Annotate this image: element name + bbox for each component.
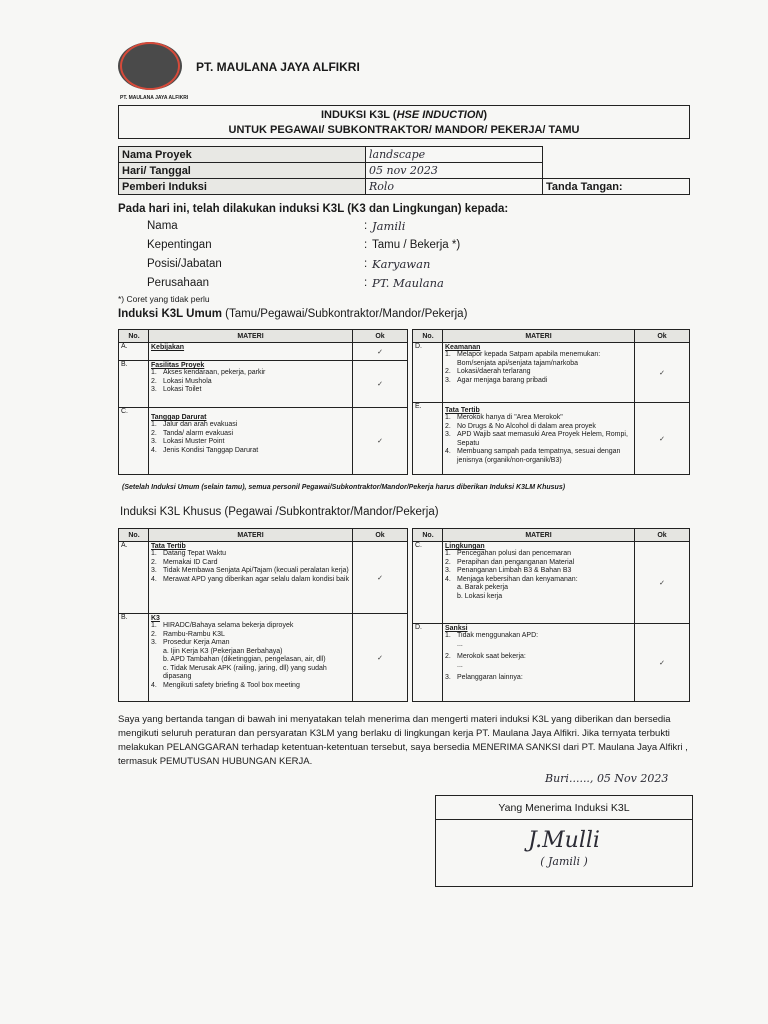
row-letter: C. — [413, 542, 443, 624]
divider — [436, 819, 692, 820]
list-item: 1. HIRADC/Bahaya selama bekerja diproyek — [151, 622, 294, 629]
sub-item: a. Ijin Kerja K3 (Pekerjaan Berbahaya) — [163, 647, 283, 655]
row-letter: C. — [119, 408, 149, 475]
statement-paragraph: Saya yang bertanda tangan di bawah ini menyatakan telah menerima dan mengerti materi induksi K3L yang diberikan dan bersedia mengikuti seluruh peraturan dan persyaratan K3LM yang berlaku di lingkungan kerja PT. Maulana Jaya Alfikri. Jika ternyata terbukti melakukan PELANGGARAN terhadap ketentuan-ketentuan tersebut, saya bersedia MENERIMA SANKSI dari PT. Maulana Jaya Alfikri , termasuk PEMUTUSAN HUBUNGAN KERJA. — [118, 714, 688, 767]
header-materi: MATERI — [149, 330, 353, 343]
header-materi: MATERI — [443, 529, 635, 542]
sub-item: c. Tidak Merusak APK (railing, jaring, dll) yang sudah dipasang — [163, 664, 327, 680]
ok-check: ✓ — [635, 343, 690, 403]
inductor-value: Rolo — [366, 179, 543, 195]
materi-cell — [149, 361, 353, 408]
section-k3: K3 — [151, 615, 160, 622]
inductor-label: Pemberi Induksi — [119, 179, 366, 195]
date-dots: ......, — [568, 772, 594, 785]
row-letter: A. — [119, 343, 149, 361]
list-item: 4. Mengikuti safety briefing & Tool box meeting — [151, 681, 300, 689]
umum-title — [118, 308, 467, 320]
field-kepentingan-sep: : — [364, 239, 368, 251]
list-item: 4. Jenis Kondisi Tanggap Darurat — [151, 446, 259, 454]
section-fasilitas: Fasilitas Proyek — [151, 362, 205, 369]
materi-cell — [149, 343, 353, 361]
field-kepentingan-label: Kepentingan — [147, 239, 212, 251]
receiver-signature-box — [435, 795, 693, 887]
umum-title-bold: Induksi K3L Umum — [118, 308, 222, 320]
ok-check: ✓ — [635, 403, 690, 475]
list-item: 1. Merokok hanya di "Area Merokok" — [445, 414, 563, 421]
list-item: 2. Tanda/ alarm evakuasi — [151, 429, 234, 437]
ok-check: ✓ — [353, 343, 408, 361]
umum-footnote: (Setelah Induksi Umum (selain tamu), semua personil Pegawai/Subkontraktor/Mandor/Pekerja harus diberikan Induksi K3LM Khusus) — [122, 484, 566, 491]
project-name-label: Nama Proyek — [119, 147, 366, 163]
date-value-sign: 05 Nov 2023 — [596, 772, 669, 785]
section-tata-tertib-khusus: Tata Tertib — [151, 543, 186, 550]
section-kebijakan: Kebijakan — [151, 344, 185, 351]
intro-text: Pada hari ini, telah dilakukan induksi K3L (K3 dan Lingkungan) kepada: — [118, 203, 509, 215]
khusus-left-table — [118, 528, 408, 702]
ok-check: ✓ — [635, 542, 690, 624]
header-no: No. — [413, 529, 443, 542]
row-letter: D. — [413, 343, 443, 403]
list-item: 2. Merokok saat bekerja: — [445, 653, 526, 660]
ok-check: ✓ — [353, 614, 408, 702]
project-info-table — [118, 146, 690, 195]
logo-ring — [120, 42, 180, 90]
date-line — [545, 772, 668, 785]
ellipsis: ... — [457, 640, 463, 648]
header-ok: Ok — [353, 330, 408, 343]
project-name-value: landscape — [366, 147, 543, 163]
ellipsis: ... — [457, 661, 463, 669]
field-posisi-label: Posisi/Jabatan — [147, 258, 222, 270]
title-line2: UNTUK PEGAWAI/ SUBKONTRAKTOR/ MANDOR/ PEKERJA/ TAMU — [228, 124, 580, 136]
list-item: 3. Lokasi Toilet — [151, 386, 202, 393]
form-title — [118, 105, 690, 139]
receiver-name: ( Jamili ) — [540, 855, 588, 868]
field-posisi-sep: : — [364, 258, 368, 270]
header-materi: MATERI — [443, 330, 635, 343]
sub-item: b. APD Tambahan (diketinggian, pengelasan, air, dll) — [163, 656, 326, 663]
section-lingkungan: Lingkungan — [445, 543, 485, 550]
sub-item: a. Barak pekerja — [457, 584, 508, 591]
umum-title-rest: (Tamu/Pegawai/Subkontraktor/Mandor/Pekerja) — [221, 308, 468, 320]
date-place: Buri — [545, 772, 569, 785]
date-value: 05 nov 2023 — [366, 163, 543, 179]
header-ok: Ok — [635, 529, 690, 542]
materi-cell — [149, 542, 353, 614]
umum-left-table — [118, 329, 408, 475]
list-item: 2. Rambu-Rambu K3L — [151, 630, 225, 638]
list-item: 3. Prosedur Kerja Aman — [151, 639, 230, 646]
list-item: 3. Penanganan Limbah B3 & Bahan B3 — [445, 567, 572, 574]
title-prefix: INDUKSI K3L ( — [320, 109, 397, 121]
header-materi: MATERI — [149, 529, 353, 542]
signature-label: Tanda Tangan: — [543, 179, 690, 195]
list-item: 3. Agar menjaga barang pribadi — [445, 376, 548, 384]
list-item: 1. Tidak menggunakan APD: — [445, 632, 539, 639]
ok-check: ✓ — [353, 542, 408, 614]
list-item: 4. Membuang sampah pada tempatnya, sesuai dengan jenisnya (organik/non-organik/B3) — [445, 448, 621, 464]
section-tata-tertib: Tata Tertib — [445, 407, 480, 414]
list-item: 1. Pencegahan polusi dan pencemaran — [445, 550, 572, 557]
list-item: 2. Memakai ID Card — [151, 558, 218, 566]
list-item: 3. Tidak Membawa Senjata Api/Tajam (kecuali peralatan kerja) — [151, 567, 349, 574]
list-item: 2. Lokasi Mushola — [151, 377, 212, 385]
list-item: 1. Datang Tepat Waktu — [151, 550, 227, 557]
row-letter: D. — [413, 624, 443, 702]
ok-check: ✓ — [353, 361, 408, 408]
header-no: No. — [413, 330, 443, 343]
row-letter: E. — [413, 403, 443, 475]
list-item: 3. Pelanggaran lainnya: — [445, 674, 523, 681]
ok-check: ✓ — [353, 408, 408, 475]
list-item: 2. No Drugs & No Alcohol di dalam area proyek — [445, 422, 596, 430]
field-perusahaan-value: PT. Maulana — [372, 276, 444, 290]
company-name: PT. MAULANA JAYA ALFIKRI — [196, 60, 360, 74]
list-item: 1. Melapor kepada Satpam apabila menemukan: Bom/senjata api/senjata tajam/narkoba — [445, 351, 601, 367]
field-perusahaan-sep: : — [364, 277, 368, 289]
section-keamanan: Keamanan — [445, 344, 481, 351]
list-item: 4. Merawat APD yang diberikan agar selalu dalam kondisi baik — [151, 575, 349, 583]
receiver-signature: J.Mulli — [528, 828, 600, 853]
date-label: Hari/ Tanggal — [119, 163, 366, 179]
field-nama-value: Jamili — [372, 219, 406, 233]
field-nama-label: Nama — [147, 220, 178, 232]
section-sanksi: Sanksi — [445, 625, 468, 632]
materi-cell — [149, 614, 353, 702]
company-logo — [118, 42, 182, 90]
header-no: No. — [119, 529, 149, 542]
field-posisi-value: Karyawan — [372, 257, 431, 271]
logo-caption: PT. MAULANA JAYA ALFIKRI — [120, 95, 189, 101]
row-letter: B. — [119, 614, 149, 702]
receiver-label: Yang Menerima Induksi K3L — [498, 802, 630, 814]
field-nama-sep: : — [364, 220, 368, 232]
materi-cell — [149, 408, 353, 475]
umum-right-table — [412, 329, 690, 475]
ok-check: ✓ — [635, 624, 690, 702]
coret-note: *) Coret yang tidak perlu — [118, 294, 210, 304]
header-no: No. — [119, 330, 149, 343]
list-item: 2. Perapihan dan penganganan Material — [445, 558, 575, 566]
khusus-right-table — [412, 528, 690, 702]
list-item: 2. Lokasi/daerah terlarang — [445, 368, 531, 375]
section-tanggap-darurat: Tanggap Darurat — [151, 414, 207, 421]
list-item: 3. APD Wajib saat memasuki Area Proyek Helem, Rompi, Sepatu — [445, 431, 628, 447]
list-item: 1. Akses kendaraan, pekerja, parkir — [151, 369, 266, 376]
list-item: 1. Jalur dan arah evakuasi — [151, 421, 238, 428]
sub-item: b. Lokasi kerja — [457, 592, 503, 600]
row-letter: B. — [119, 361, 149, 408]
list-item: 3. Lokasi Muster Point — [151, 438, 225, 445]
header-ok: Ok — [353, 529, 408, 542]
field-kepentingan-value: Tamu / Bekerja *) — [372, 239, 461, 251]
row-letter: A. — [119, 542, 149, 614]
header-ok: Ok — [635, 330, 690, 343]
list-item: 4. Menjaga kebersihan dan kenyamanan: — [445, 575, 578, 583]
materi-cell — [443, 403, 635, 475]
materi-cell — [443, 542, 635, 624]
field-perusahaan-label: Perusahaan — [147, 277, 210, 289]
title-italic: HSE INDUCTION — [396, 109, 484, 121]
materi-cell — [443, 343, 635, 403]
khusus-title: Induksi K3L Khusus (Pegawai /Subkontraktor/Mandor/Pekerja) — [120, 506, 439, 518]
materi-cell — [443, 624, 635, 702]
title-suffix: ) — [483, 109, 488, 121]
